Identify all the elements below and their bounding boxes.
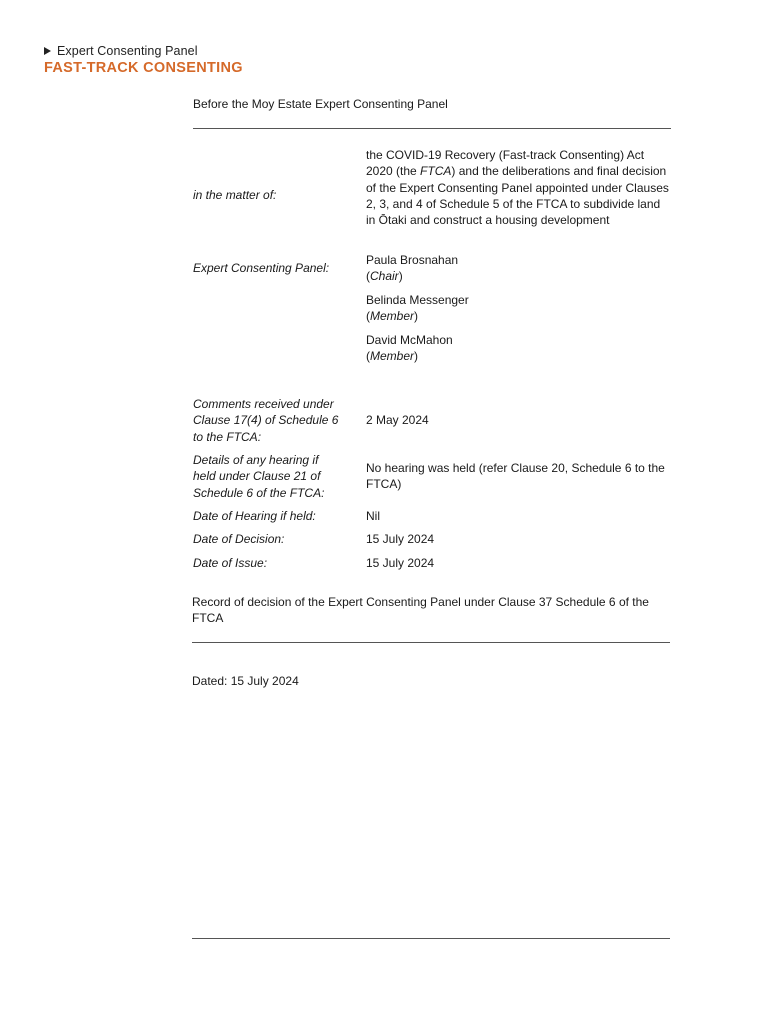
record-of-decision: Record of decision of the Expert Consenting Panel under Clause 37 Schedule 6 of the FTCA xyxy=(192,595,649,626)
panel-member xyxy=(366,292,671,325)
matter-value xyxy=(366,147,671,228)
matter-value-italic: FTCA xyxy=(420,164,452,179)
hearing-date-value: Nil xyxy=(366,509,380,523)
intro-line: Before the Moy Estate Expert Consenting Panel xyxy=(193,97,448,111)
member-role: (Member) xyxy=(366,309,419,324)
panel-member xyxy=(366,332,671,365)
brand-line-1: Expert Consenting Panel xyxy=(57,44,198,58)
brand-line-2: FAST-TRACK CONSENTING xyxy=(44,60,243,76)
divider-top xyxy=(193,128,671,129)
dated-line: Dated: 15 July 2024 xyxy=(192,674,299,688)
decision-date-label: Date of Decision: xyxy=(193,532,285,546)
member-name: Paula Brosnahan xyxy=(366,253,459,267)
matter-value-part2: ) and the deliberations and final decision of the Expert Consenting Panel appointed under Clauses 2, 3, and 4 of Schedule 5 of the FTCA to subdivide land in Ōtaki and construct a housing development xyxy=(366,164,669,228)
panel-member xyxy=(366,252,671,285)
brand-logo xyxy=(44,44,243,76)
matter-value-part1: the COVID-19 Recovery (Fast-track Consenting) Act 2020 (the xyxy=(366,148,645,179)
hearing-details-label: Details of any hearing if held under Clause 21 of Schedule 6 of the FTCA: xyxy=(193,453,325,500)
issue-date-label: Date of Issue: xyxy=(193,556,268,570)
member-role: (Member) xyxy=(366,349,419,364)
panel-label: Expert Consenting Panel: xyxy=(193,261,330,275)
matter-label: in the matter of: xyxy=(193,188,277,202)
hearing-details-value: No hearing was held (refer Clause 20, Schedule 6 to the FTCA) xyxy=(366,461,665,492)
issue-date-value: 15 July 2024 xyxy=(366,556,435,570)
divider-middle xyxy=(192,642,670,643)
divider-bottom xyxy=(192,938,670,939)
hearing-date-label: Date of Hearing if held: xyxy=(193,509,316,523)
member-name: Belinda Messenger xyxy=(366,293,469,307)
member-name: David McMahon xyxy=(366,333,453,347)
comments-value: 2 May 2024 xyxy=(366,413,429,427)
brand-top-line xyxy=(44,44,243,58)
member-role: (Chair) xyxy=(366,269,403,284)
play-triangle-icon xyxy=(44,47,51,55)
comments-label: Comments received under Clause 17(4) of Schedule 6 to the FTCA: xyxy=(193,397,339,444)
decision-date-value: 15 July 2024 xyxy=(366,532,435,546)
